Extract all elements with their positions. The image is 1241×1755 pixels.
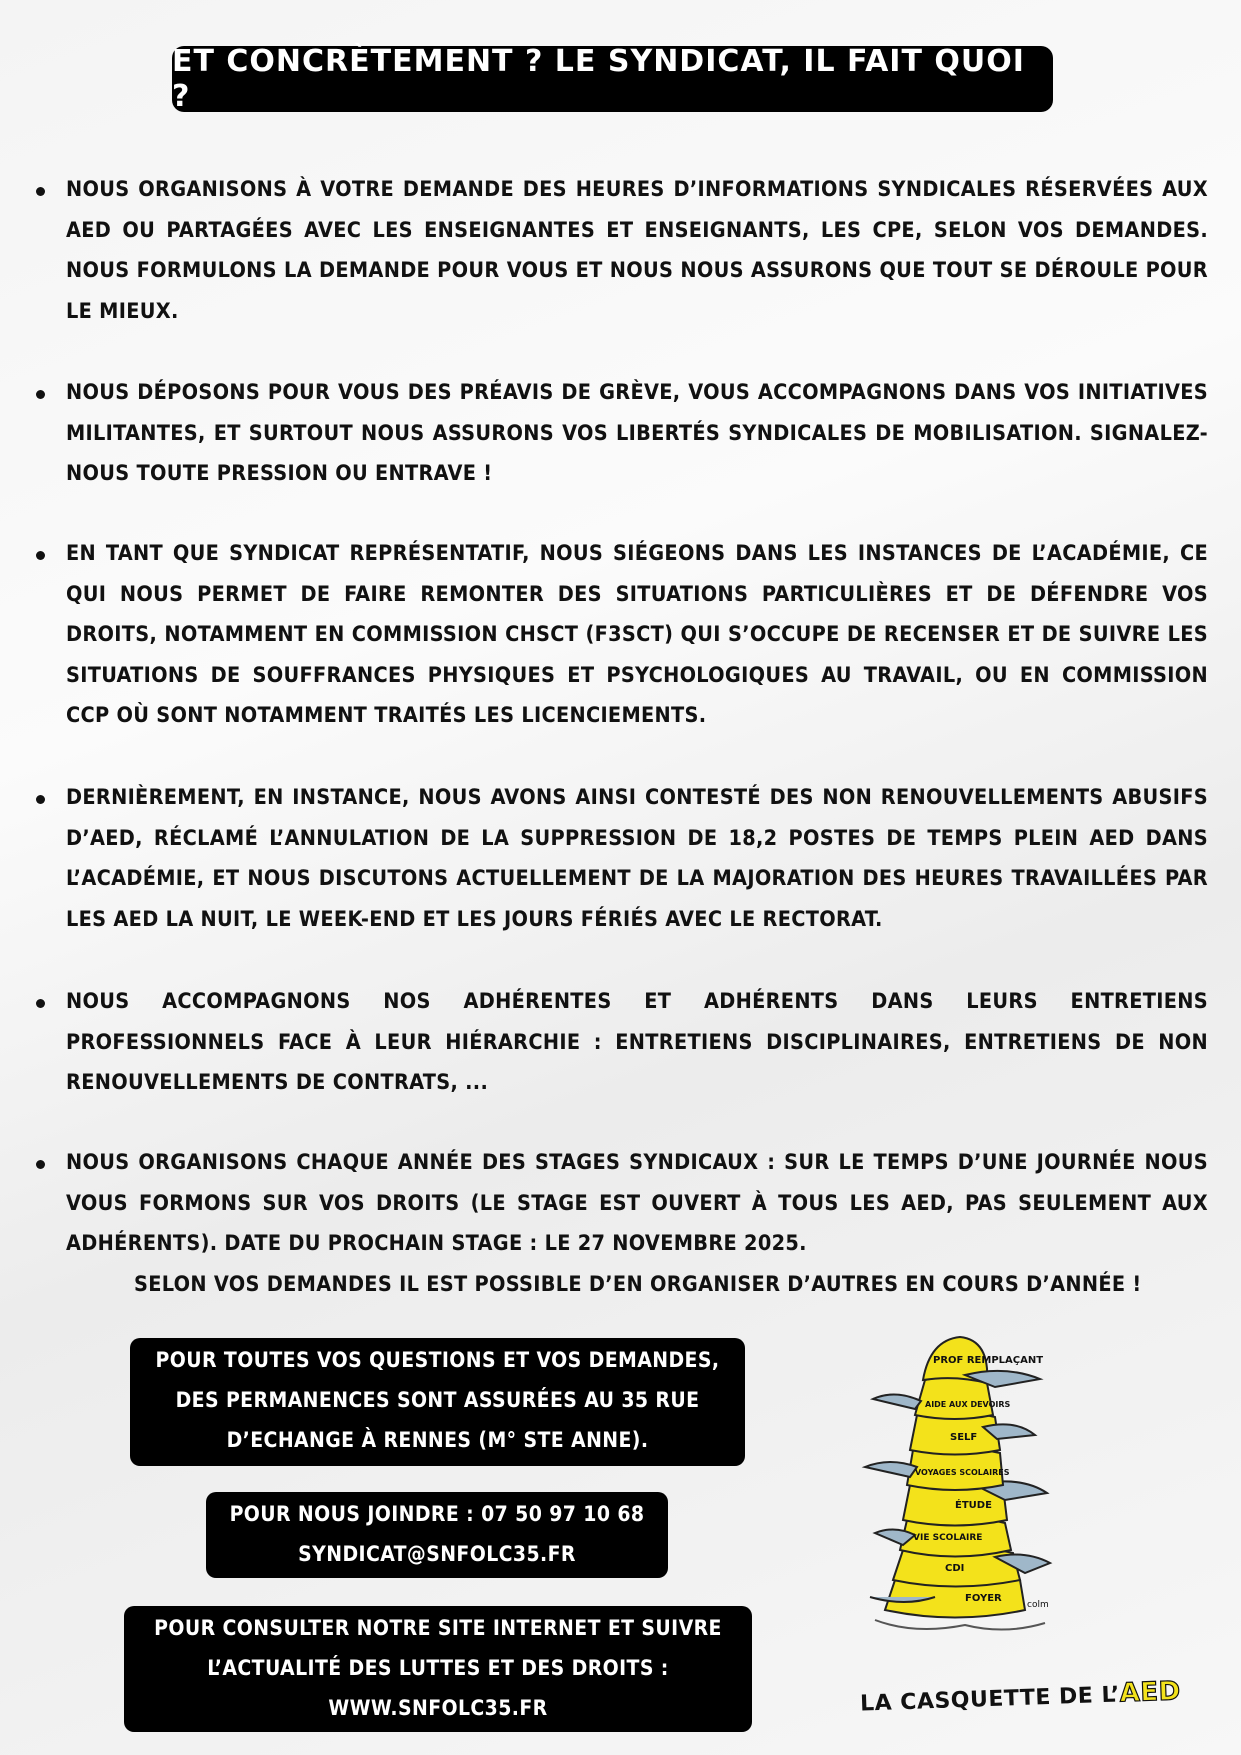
contact-phone: POUR NOUS JOINDRE : 07 50 97 10 68 — [229, 1502, 645, 1526]
list-item-text: NOUS ORGANISONS CHAQUE ANNÉE DES STAGES SYNDICAUX : SUR LE TEMPS D’UNE JOURNÉE NOUS VOUS FORMONS SUR VOS DROITS (LE STAGE EST OUVERT À TOUS LES AED, PAS SEULEMENT AUX ADHÉRENTS). DATE DU PROCHAIN STAGE : LE 27 NOVEMBRE 2025. — [66, 1150, 1208, 1256]
ground-scribble — [875, 1620, 1045, 1630]
list-item — [36, 373, 1208, 495]
illustration-caption — [860, 1676, 1182, 1717]
website-link[interactable]: WWW.SNFOLC35.FR — [328, 1696, 548, 1720]
cap-label: VOYAGES SCOLAIRES — [915, 1468, 1010, 1477]
cap-label: ÉTUDE — [955, 1500, 992, 1511]
bullet-icon — [36, 999, 45, 1008]
website-line-1: POUR CONSULTER NOTRE SITE INTERNET ET SUIVRE — [154, 1616, 722, 1640]
artist-signature: colm — [1027, 1600, 1049, 1610]
bullet-icon — [36, 1160, 45, 1169]
list-item-text: NOUS ORGANISONS À VOTRE DEMANDE DES HEURES D’INFORMATIONS SYNDICALES RÉSERVÉES AUX AED OU PARTAGÉES AVEC LES ENSEIGNANTES ET ENSEIGNANTS, LES CPE, SELON VOS DEMANDES. NOUS FORMULONS LA DEMANDE POUR VOUS ET NOUS NOUS ASSURONS QUE TOUT SE DÉROULE POUR LE MIEUX. — [66, 177, 1208, 324]
caption-text: LA CASQUETTE DE L’ — [859, 1682, 1121, 1717]
list-item — [36, 170, 1208, 332]
list-item — [36, 534, 1208, 737]
website-info-box — [124, 1606, 752, 1732]
page-title: ET CONCRÈTEMENT ? LE SYNDICAT, IL FAIT QUOI ? — [172, 44, 1025, 114]
contact-email[interactable]: SYNDICAT@SNFOLC35.FR — [298, 1542, 576, 1566]
page-title-banner — [172, 46, 1053, 112]
list-item-text: EN TANT QUE SYNDICAT REPRÉSENTATIF, NOUS SIÉGEONS DANS LES INSTANCES DE L’ACADÉMIE, CE QUI NOUS PERMET DE FAIRE REMONTER DES SITUATIONS PARTICULIÈRES ET DE DÉFENDRE VOS DROITS, NOTAMMENT EN COMMISSION CHSCT (F3SCT) QUI S’OCCUPE DE RECENSER ET DE SUIVRE LES SITUATIONS DE SOUFFRANCES PHYSIQUES ET PSYCHOLOGIQUES AU TRAVAIL, OU EN COMMISSION CCP OÙ SONT NOTAMMENT TRAITÉS LES LICENCIEMENTS. — [66, 541, 1208, 728]
list-item-text: NOUS DÉPOSONS POUR VOUS DES PRÉAVIS DE GRÈVE, VOUS ACCOMPAGNONS DANS VOS INITIATIVES MILITANTES, ET SURTOUT NOUS ASSURONS VOS LIBERTÉS SYNDICALES DE MOBILISATION. SIGNALEZ-NOUS TOUTE PRESSION OU ENTRAVE ! — [66, 380, 1208, 486]
bullet-icon — [36, 187, 45, 196]
cap-label: AIDE AUX DEVOIRS — [925, 1400, 1011, 1409]
list-item — [36, 982, 1208, 1104]
permanence-line-3: D’ECHANGE À RENNES (M° STE ANNE). — [226, 1428, 649, 1452]
list-item-note: SELON VOS DEMANDES IL EST POSSIBLE D’EN ORGANISER D’AUTRES EN COURS D’ANNÉE ! — [134, 1271, 1142, 1297]
contact-info-box — [206, 1492, 668, 1578]
cap-label: CDI — [945, 1563, 965, 1574]
cap-brim — [873, 1394, 921, 1409]
bullet-icon — [36, 551, 45, 560]
cap-label: PROF REMPLAÇANT — [933, 1355, 1044, 1366]
list-item-text: NOUS ACCOMPAGNONS NOS ADHÉRENTES ET ADHÉRENTS DANS LEURS ENTRETIENS PROFESSIONNELS FACE À LEUR HIÉRARCHIE : ENTRETIENS DISCIPLINAIRES, ENTRETIENS DE NON RENOUVELLEMENTS DE CONTRATS, ... — [66, 989, 1208, 1095]
permanence-info-box — [130, 1338, 745, 1466]
list-item-text: DERNIÈREMENT, EN INSTANCE, NOUS AVONS AINSI CONTESTÉ DES NON RENOUVELLEMENTS ABUSIFS D’AED, RÉCLAMÉ L’ANNULATION DE LA SUPPRESSION DE 18,2 POSTES DE TEMPS PLEIN AED DANS L’ACADÉMIE, ET NOUS DISCUTONS ACTUELLEMENT DE LA MAJORATION DES HEURES TRAVAILLÉES PAR LES AED LA NUIT, LE WEEK-END ET LES JOURS FÉRIÉS AVEC LE RECTORAT. — [66, 785, 1208, 932]
permanence-line-2: DES PERMANENCES SONT ASSURÉES AU 35 RUE — [175, 1388, 700, 1412]
cap-label: SELF — [950, 1432, 978, 1443]
bullet-icon — [36, 390, 45, 399]
list-item — [36, 1143, 1208, 1305]
cap-label: FOYER — [965, 1593, 1002, 1604]
cap-shape — [915, 1377, 993, 1419]
cap-label: VIE SCOLAIRE — [913, 1533, 983, 1543]
list-item — [36, 778, 1208, 940]
website-line-2: L’ACTUALITÉ DES LUTTES ET DES DROITS : — [207, 1656, 669, 1680]
cap-brim — [865, 1462, 917, 1477]
caption-aed: AED — [1119, 1676, 1182, 1709]
stacked-caps-illustration — [855, 1335, 1060, 1645]
permanence-line-1: POUR TOUTES VOS QUESTIONS ET VOS DEMANDES, — [155, 1348, 720, 1372]
bullet-icon — [36, 795, 45, 804]
